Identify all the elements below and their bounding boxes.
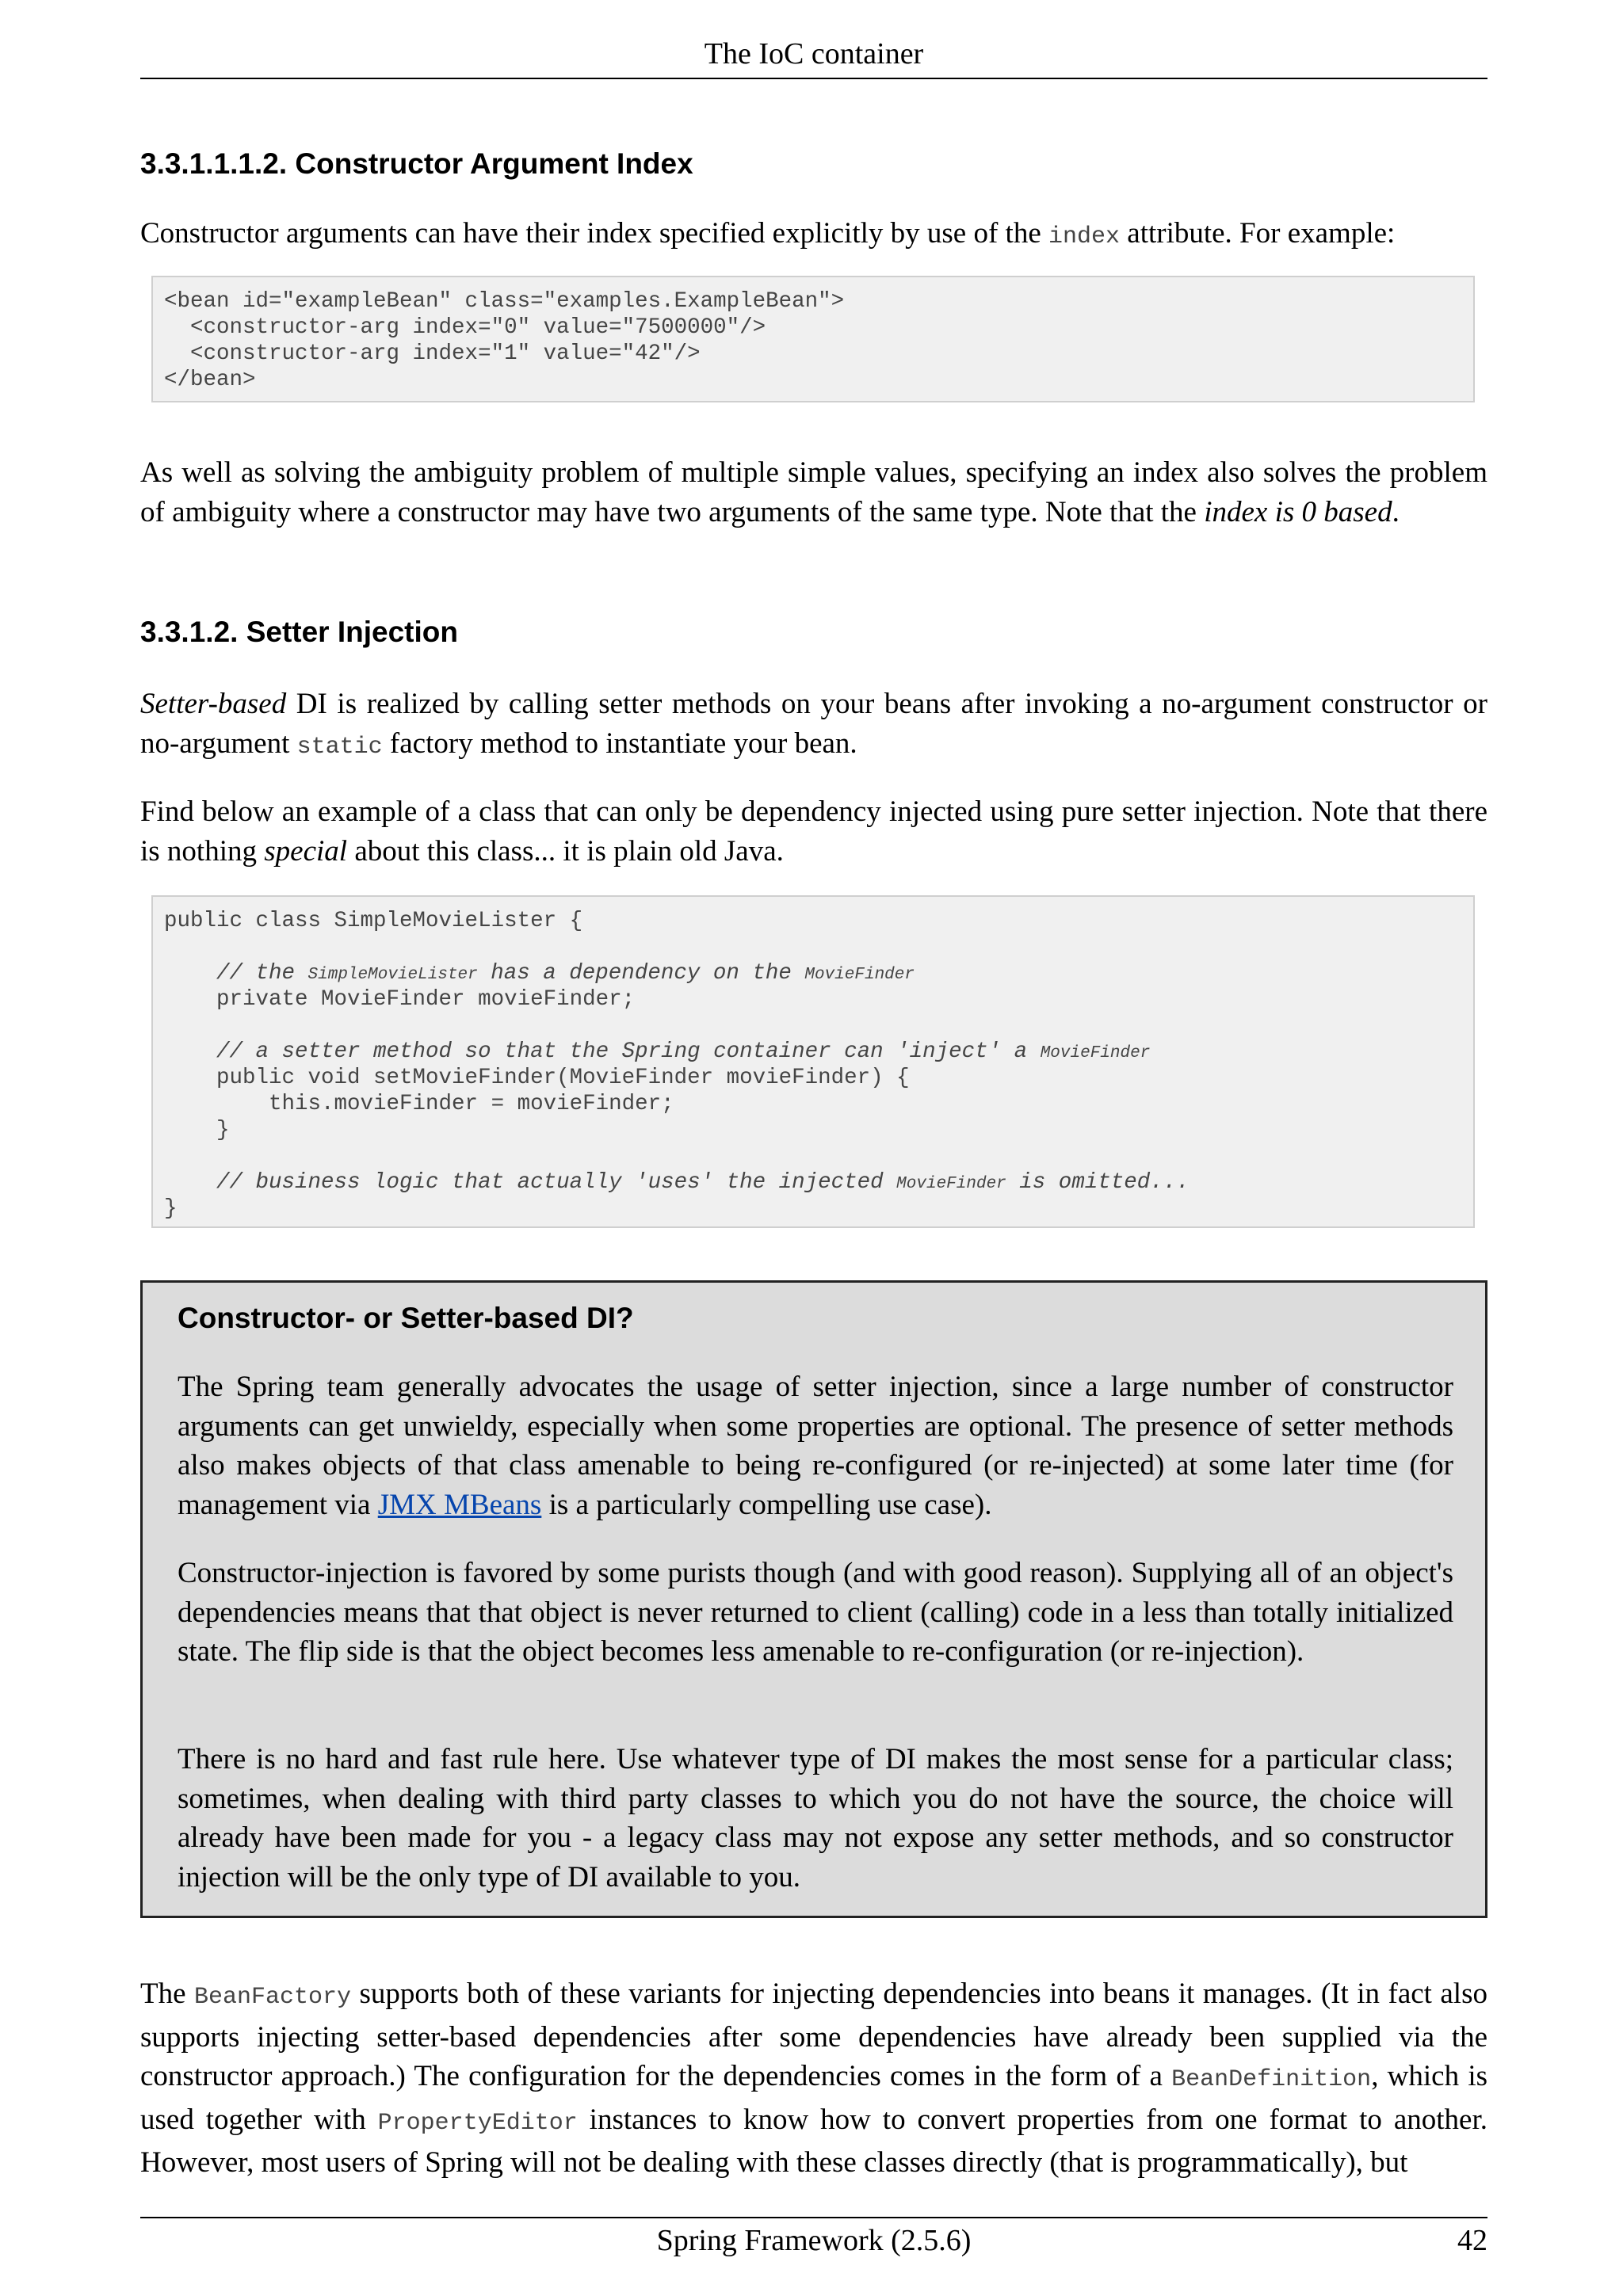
comment-class-ref: MovieFinder: [1040, 1044, 1151, 1062]
code-line: public void setMovieFinder(MovieFinder movieFinder) {: [164, 1066, 910, 1090]
page-number: 42: [1457, 2224, 1487, 2257]
text-run: Constructor arguments can have their index specified explicitly by use of the: [140, 217, 1048, 250]
code-line-blank: [164, 934, 1473, 960]
text-run: The: [140, 1978, 194, 2010]
section-heading-constructor-argument-index: 3.3.1.1.1.2. Constructor Argument Index: [140, 147, 693, 180]
text-run: attribute. For example:: [1120, 217, 1396, 250]
sidebar-paragraph-2: Constructor-injection is favored by some purists though (and with good reason). Supplying all of an object's dependencies means that that object is never returned to client (calling) code in a less than totally initialized state. The flip side is that the object becomes less amenable to re-configuration (or re-injection).: [178, 1557, 1453, 1668]
code-line: <constructor-arg index="0" value="7500000"/>: [164, 315, 766, 340]
text-run: As well as solving the ambiguity problem of multiple simple values, specifying an index also solves the problem of ambiguity where a constructor may have two arguments of the same type. Note that the: [140, 456, 1487, 528]
jmx-mbeans-link[interactable]: JMX MBeans: [377, 1488, 542, 1521]
running-header: The IoC container: [704, 37, 924, 71]
comment-text: // business logic that actually 'uses' the injected: [164, 1170, 897, 1195]
text-run: instances to know how to convert properties from one format to another. However, most users of Spring will not be dealing with these classes directly (that is programmatically), but: [140, 2103, 1488, 2179]
code-line: public class SimpleMovieLister {: [164, 909, 583, 933]
text-run: factory method to instantiate your bean.: [382, 727, 857, 760]
code-line-blank: [164, 1143, 1473, 1169]
code-line: <bean id="exampleBean" class="examples.ExampleBean">: [164, 289, 845, 314]
paragraph-setter-example-intro: [140, 792, 1487, 871]
paragraph-setter-based-di: [140, 685, 1487, 767]
text-run: about this class... it is plain old Java.: [347, 834, 784, 868]
text-run: .: [1392, 495, 1400, 528]
sidebar-constructor-or-setter: [140, 1280, 1487, 1918]
paragraph-beanfactory: [140, 1974, 1487, 2183]
text-run: supports both of these variants for injecting dependencies into beans it manages. (It in fact also supports injecting setter-based dependencies after some dependencies have already been supplied via the constructor approach.) The configuration for the dependencies comes in the form of a: [140, 1978, 1487, 2092]
inline-code: index: [1048, 223, 1121, 250]
text-run: Find below an example of a class that can only be dependency injected using pure setter injection. Note that there is nothing: [140, 795, 1487, 868]
section-heading-setter-injection: 3.3.1.2. Setter Injection: [140, 616, 458, 648]
header-rule: [140, 78, 1487, 79]
code-line: <constructor-arg index="1" value="42"/>: [164, 341, 701, 366]
emphasis: special: [264, 834, 348, 868]
running-footer: Spring Framework (2.5.6): [656, 2224, 972, 2257]
comment-class-ref: MovieFinder: [896, 1175, 1006, 1193]
sidebar-paragraph-3: There is no hard and fast rule here. Use whatever type of DI makes the most sense for a particular class; sometimes, when dealing with third party classes to which you do not have the source, the choice will already have been made for you - a legacy class may not expose any setter methods, and so constructor injection will be the only type of DI available to you.: [178, 1743, 1453, 1894]
sidebar-paragraph-1: [178, 1367, 1453, 1524]
code-comment-line: [164, 960, 1473, 986]
code-line-blank: [164, 1013, 1473, 1039]
inline-code: PropertyEditor: [377, 2109, 578, 2137]
emphasis: Setter-based: [140, 688, 287, 720]
comment-text: // the: [164, 961, 308, 986]
code-line: </bean>: [164, 368, 256, 392]
comment-class-ref: SimpleMovieLister: [307, 966, 478, 984]
paragraph-index-intro: [140, 214, 1487, 257]
code-comment-line: [164, 1169, 1473, 1196]
text-run: is a particularly compelling use case).: [541, 1488, 992, 1521]
code-line: }: [164, 1118, 230, 1142]
sidebar-heading: Constructor- or Setter-based DI?: [178, 1302, 634, 1334]
emphasis: index is 0 based: [1204, 495, 1392, 528]
code-block-bean-xml: [151, 276, 1475, 402]
code-block-simple-movie-lister: [151, 895, 1475, 1228]
inline-code: static: [296, 733, 383, 761]
inline-code: BeanDefinition: [1171, 2066, 1372, 2093]
paragraph-index-ambiguity: [140, 453, 1487, 532]
comment-text: // a setter method so that the Spring container can 'inject' a: [164, 1039, 1041, 1064]
code-comment-line: [164, 1039, 1473, 1065]
comment-text: is omitted...: [1006, 1170, 1190, 1195]
text-run: DI is realized by calling setter methods on your beans after invoking a no-argument constructor or no-argument: [140, 688, 1487, 760]
footer-rule: [140, 2217, 1487, 2218]
comment-text: has a dependency on the: [477, 961, 805, 986]
inline-code: BeanFactory: [193, 1984, 352, 2011]
text-run: The Spring team generally advocates the usage of setter injection, since a large number of constructor arguments can get unwieldy, especially when some properties are optional. The presence of setter methods also makes objects of that class amenable to being re-configured (or re-injected) at some later time (for management via: [178, 1371, 1453, 1521]
text-run: , which is used together with: [140, 2060, 1488, 2136]
code-line: this.movieFinder = movieFinder;: [164, 1092, 674, 1116]
code-line: private MovieFinder movieFinder;: [164, 987, 636, 1012]
code-line: }: [164, 1196, 178, 1221]
comment-class-ref: MovieFinder: [804, 966, 915, 984]
